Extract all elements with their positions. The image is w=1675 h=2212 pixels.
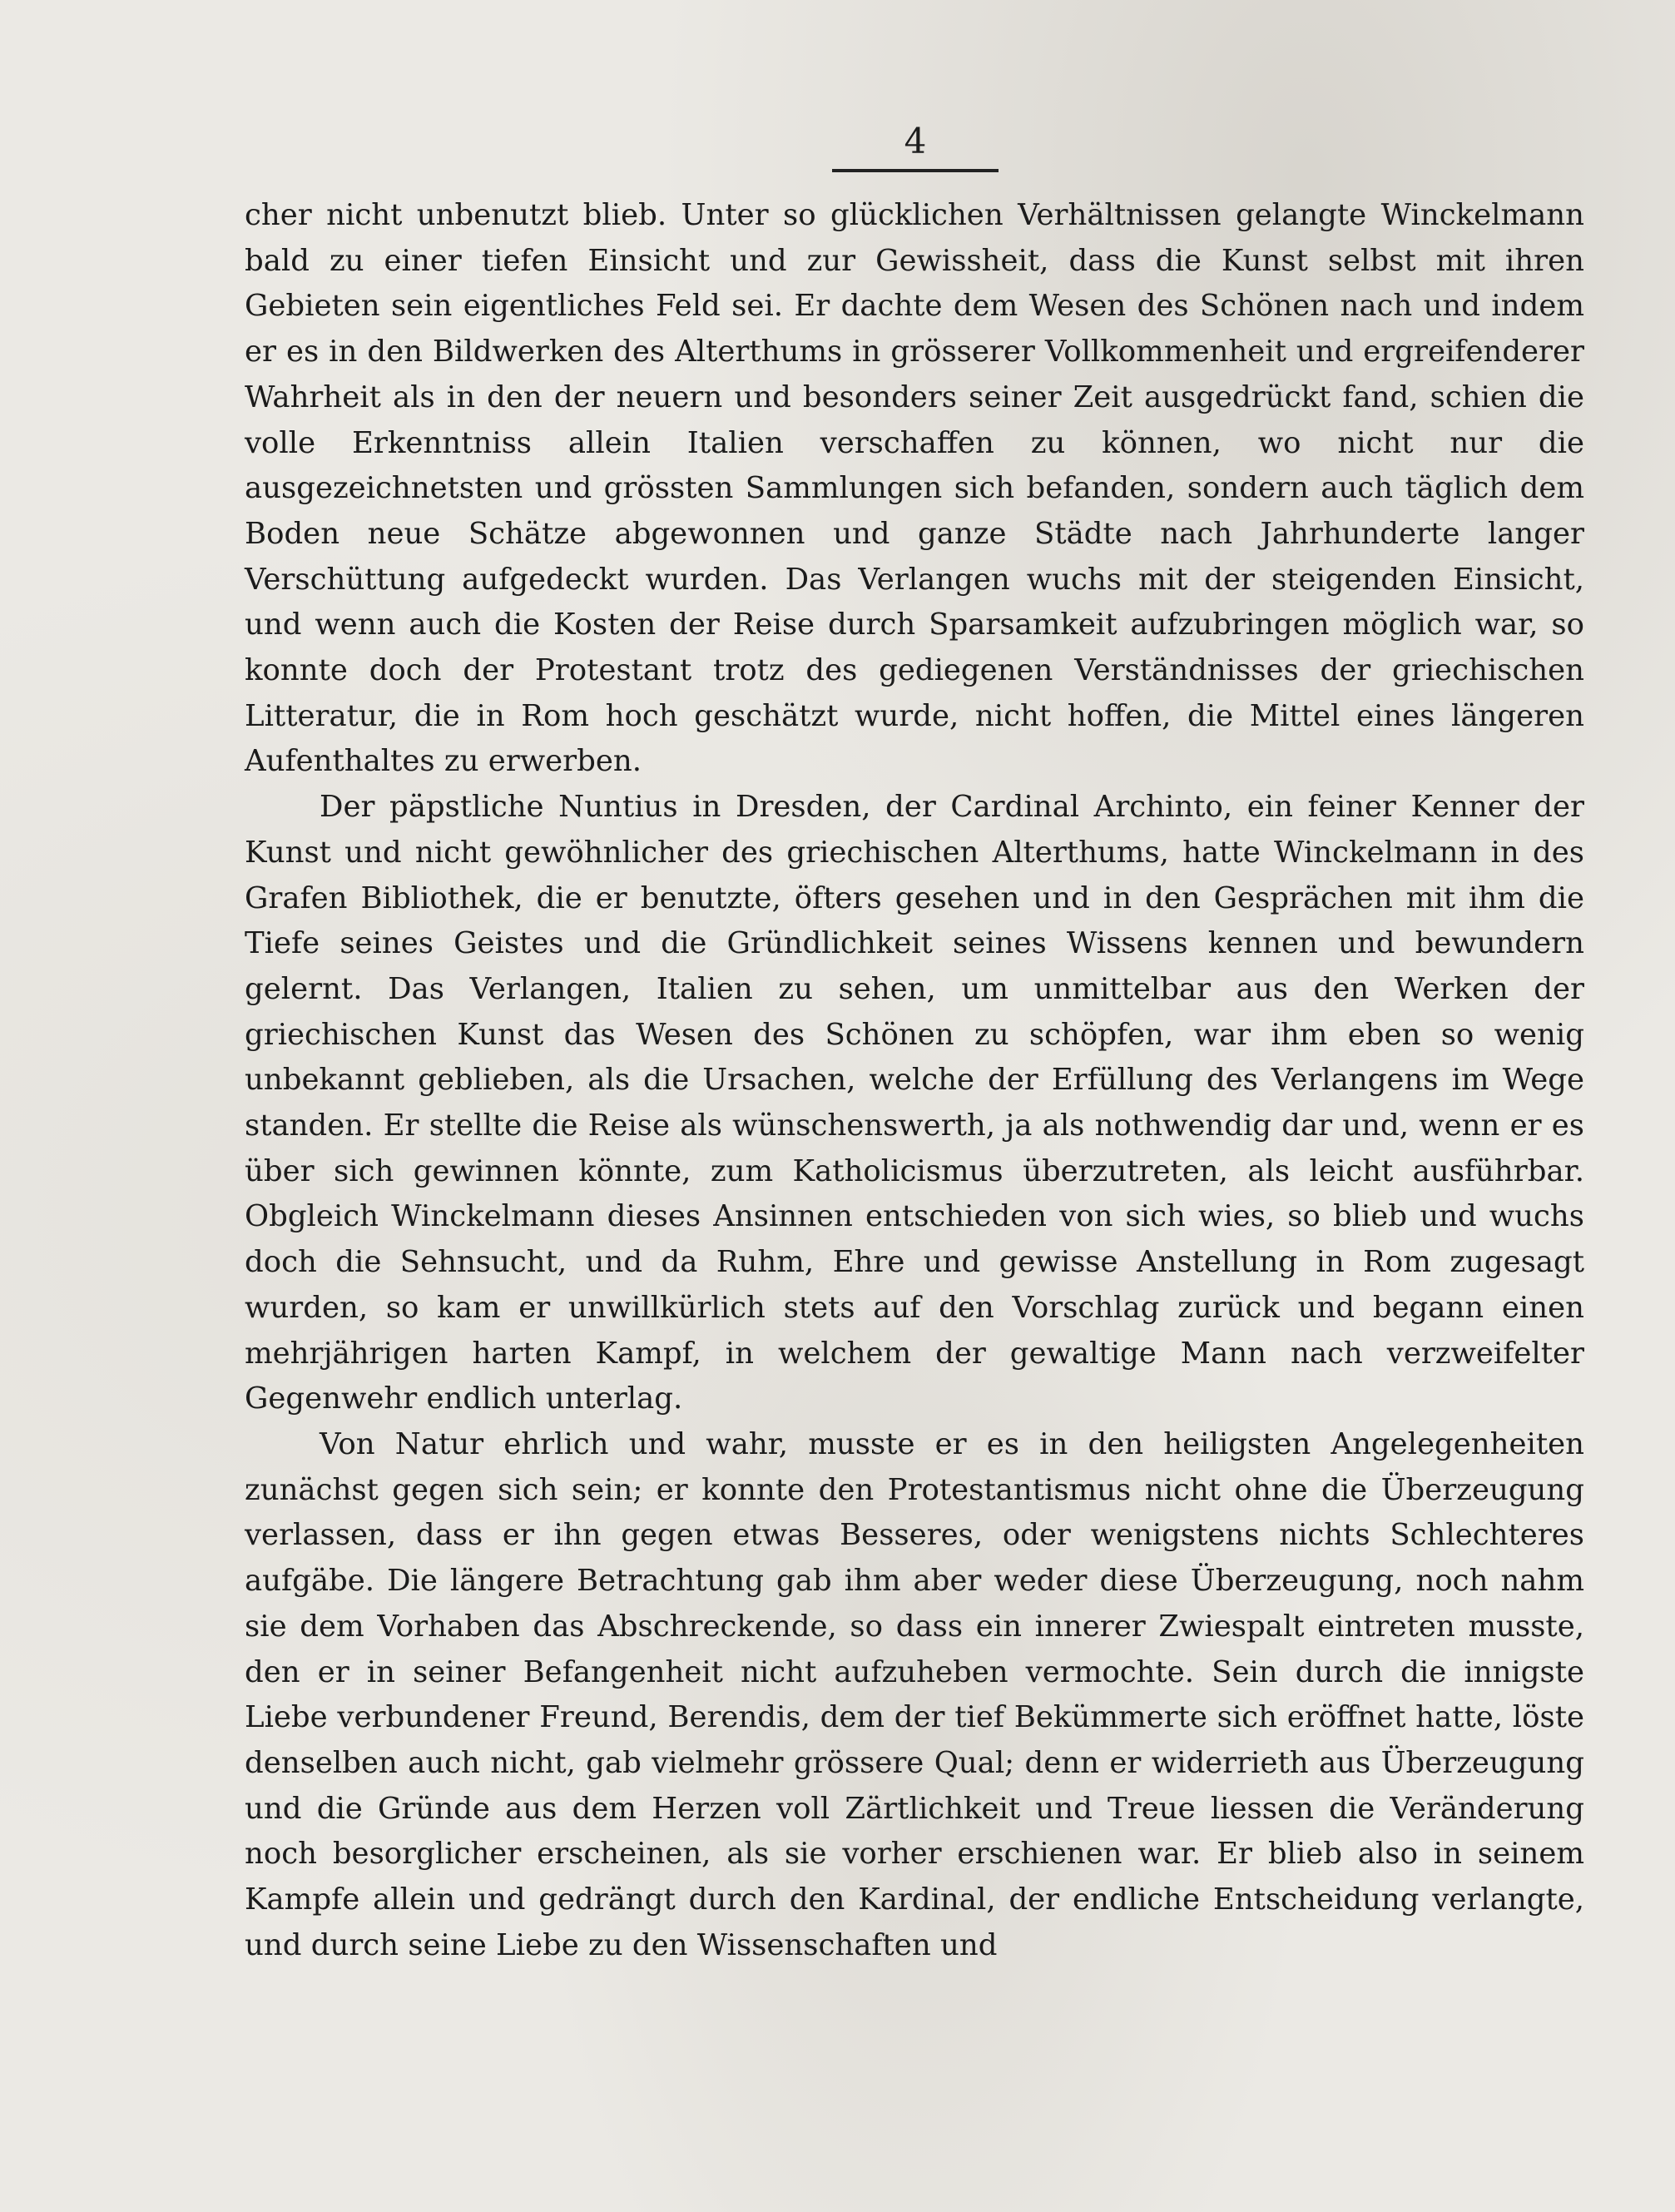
- header-rule: [832, 169, 999, 172]
- paragraph-2: Der päpstliche Nuntius in Dresden, der Cardinal Archinto, ein feiner Kenner der Kunst und nicht gewöhnlicher des griechischen Alterthums, hatte Winckelmann in des Grafen Bibliothek, die er benutzte, öfters gesehen und in den Gesprächen mit ihm die Tiefe seines Geistes und die Gründlichkeit seines Wissens kennen und bewundern gelernt. Das Verlangen, Italien zu sehen, um unmittelbar aus den Werken der griechischen Kunst das Wesen des Schönen zu schöpfen, war ihm eben so wenig unbekannt geblieben, als die Ursachen, welche der Erfüllung des Verlangens im Wege standen. Er stellte die Reise als wünschenswerth, ja als nothwendig dar und, wenn er es über sich gewinnen könnte, zum Katholicismus überzutreten, als leicht ausführbar. Obgleich Winckelmann dieses Ansinnen entschieden von sich wies, so blieb und wuchs doch die Sehnsucht, und da Ruhm, Ehre und gewisse Anstellung in Rom zugesagt wurden, so kam er unwillkürlich stets auf den Vorschlag zurück und begann einen mehrjährigen harten Kampf, in welchem der gewaltige Mann nach verzweifelter Gegenwehr endlich unterlag.: [245, 790, 1584, 1416]
- paragraph-1: cher nicht unbenutzt blieb. Unter so glücklichen Verhältnissen gelangte Winckelmann bald zu einer tiefen Einsicht und zur Gewissheit, dass die Kunst selbst mit ihren Gebieten sein eigentliches Feld sei. Er dachte dem Wesen des Schönen nach und indem er es in den Bildwerken des Alterthums in grösserer Vollkommenheit und ergreifenderer Wahrheit als in den der neuern und besonders seiner Zeit ausgedrückt fand, schien die volle Erkenntniss allein Italien verschaffen zu können, wo nicht nur die ausgezeichnetsten und grössten Sammlungen sich befanden, sondern auch täglich dem Boden neue Schätze abgewonnen und ganze Städte nach Jahrhunderte langer Verschüttung aufgedeckt wurden. Das Verlangen wuchs mit der steigenden Einsicht, und wenn auch die Kosten der Reise durch Sparsamkeit aufzubringen möglich war, so konnte doch der Protestant trotz des gediegenen Verständnisses der griechischen Litteratur, die in Rom hoch geschätzt wurde, nicht hoffen, die Mittel eines längeren Aufenthaltes zu erwerben.: [245, 198, 1584, 779]
- paragraph-3: Von Natur ehrlich und wahr, musste er es in den heiligsten Angelegenheiten zunächst gegen sich sein; er konnte den Protestantismus nicht ohne die Überzeugung verlassen, dass er ihn gegen etwas Besseres, oder wenigstens nichts Schlechteres aufgäbe. Die längere Betrachtung gab ihm aber weder diese Überzeugung, noch nahm sie dem Vorhaben das Abschreckende, so dass ein innerer Zwiespalt eintreten musste, den er in seiner Befangenheit nicht aufzuheben vermochte. Sein durch die innigste Liebe verbundener Freund, Berendis, dem der tief Bekümmerte sich eröffnet hatte, löste denselben auch nicht, gab vielmehr grössere Qual; denn er widerrieth aus Überzeugung und die Gründe aus dem Herzen voll Zärtlichkeit und Treue liessen die Veränderung noch besorglicher erscheinen, als sie vorher erschienen war. Er blieb also in seinem Kampfe allein und gedrängt durch den Kardinal, der endliche Entscheidung verlangte, und durch seine Liebe zu den Wissenschaften und: [245, 1426, 1584, 1962]
- page-header: [832, 121, 999, 172]
- page-number: 4: [904, 121, 927, 161]
- body-text: [245, 193, 1584, 1968]
